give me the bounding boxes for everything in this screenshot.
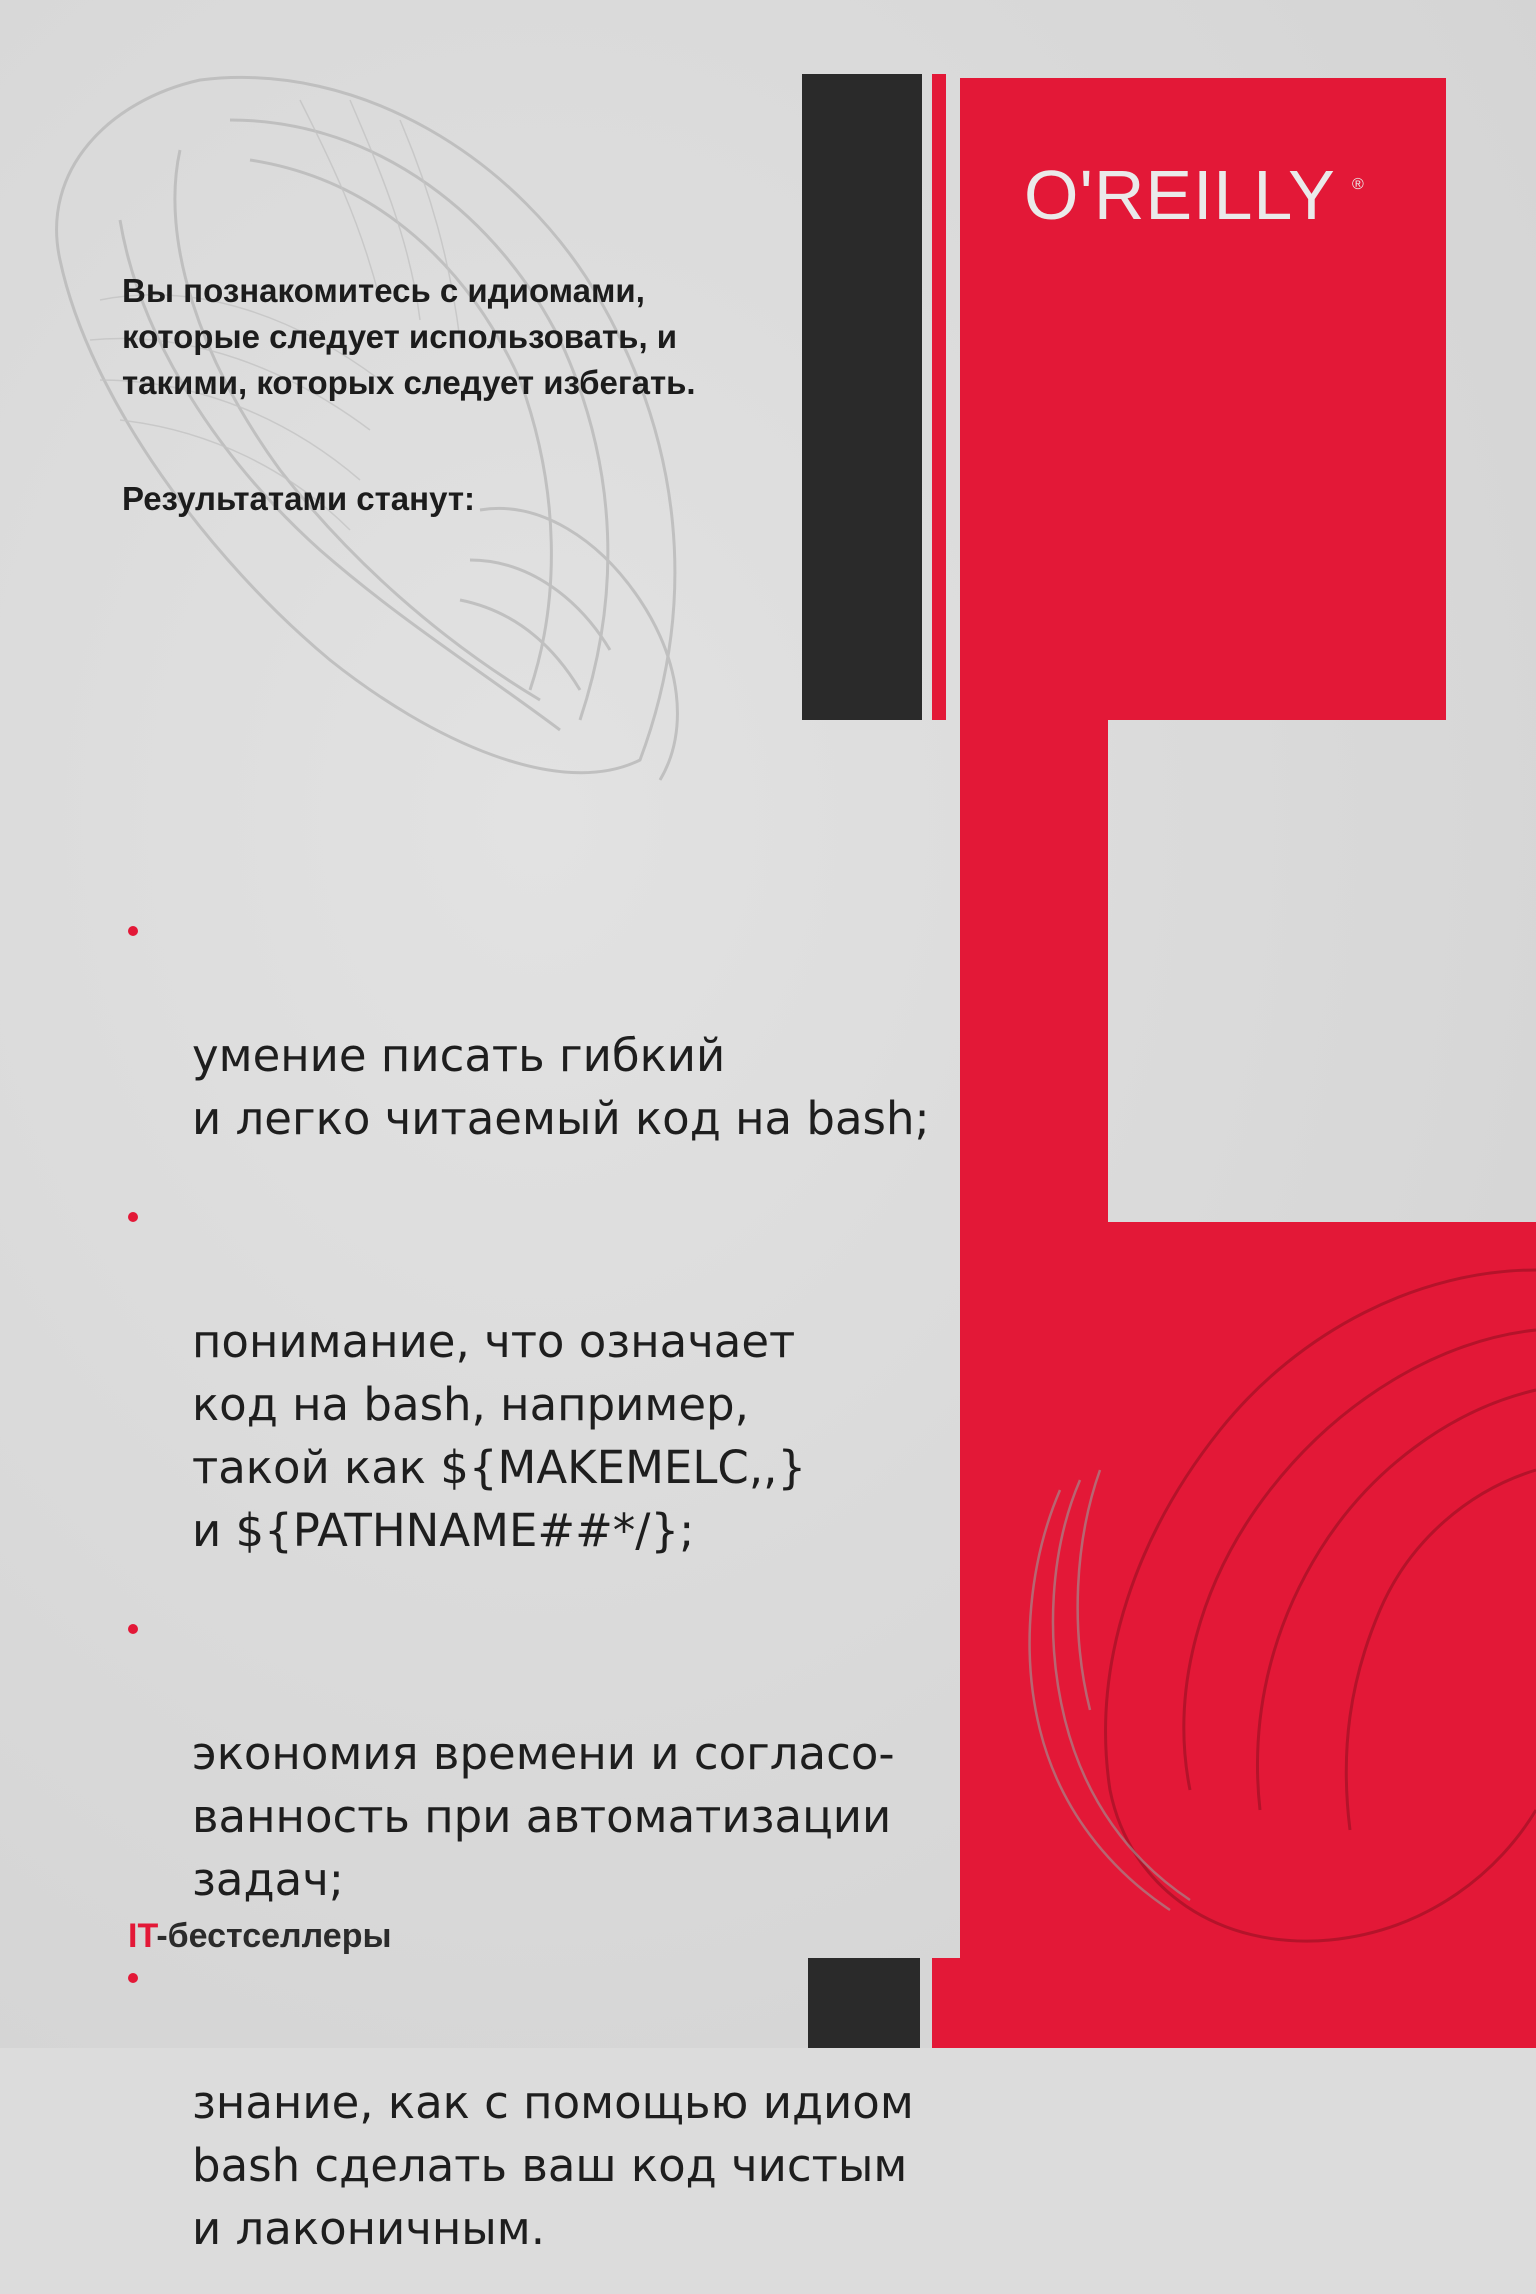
series-label <box>128 1916 392 1956</box>
registered-mark: ® <box>1352 176 1364 193</box>
bullet-dot-icon <box>128 1212 138 1222</box>
list-item <box>124 1184 1024 1562</box>
dark-band-top <box>802 74 922 720</box>
bullet-dot-icon <box>128 1624 138 1634</box>
shell-illustration-top <box>0 40 800 840</box>
bullet-dot-icon <box>128 1973 138 1983</box>
list-item-text: понимание, что означает код на bash, например, такой как ${MAKEMELC,,} и ${PATHNAME##*/}; <box>192 1315 807 1557</box>
red-stripe-thin <box>932 74 946 720</box>
list-item <box>124 1596 1024 1911</box>
list-item-text: умение писать гибкий и легко читаемый код на bash; <box>192 1029 930 1145</box>
series-name: -бестселлеры <box>156 1917 392 1955</box>
list-item <box>124 898 1024 1150</box>
results-list <box>124 898 1024 2294</box>
bullet-dot-icon <box>128 926 138 936</box>
publisher-logo: O'REILLY <box>1024 156 1336 234</box>
intro-paragraph: Вы познакомитесь с идиомами, которые следует использовать, и такими, которых следует избегать. <box>122 272 696 401</box>
red-panel-foot <box>1106 1222 1536 2048</box>
series-prefix: IT <box>128 1917 157 1955</box>
list-item-text: экономия времени и согласо- ванность при автоматизации задач; <box>192 1727 895 1906</box>
list-item <box>124 1945 1024 2260</box>
results-heading: Результатами станут: <box>122 480 475 517</box>
list-item-text: знание, как с помощью идиом bash сделать ваш код чистым и лаконичным. <box>192 2076 914 2255</box>
